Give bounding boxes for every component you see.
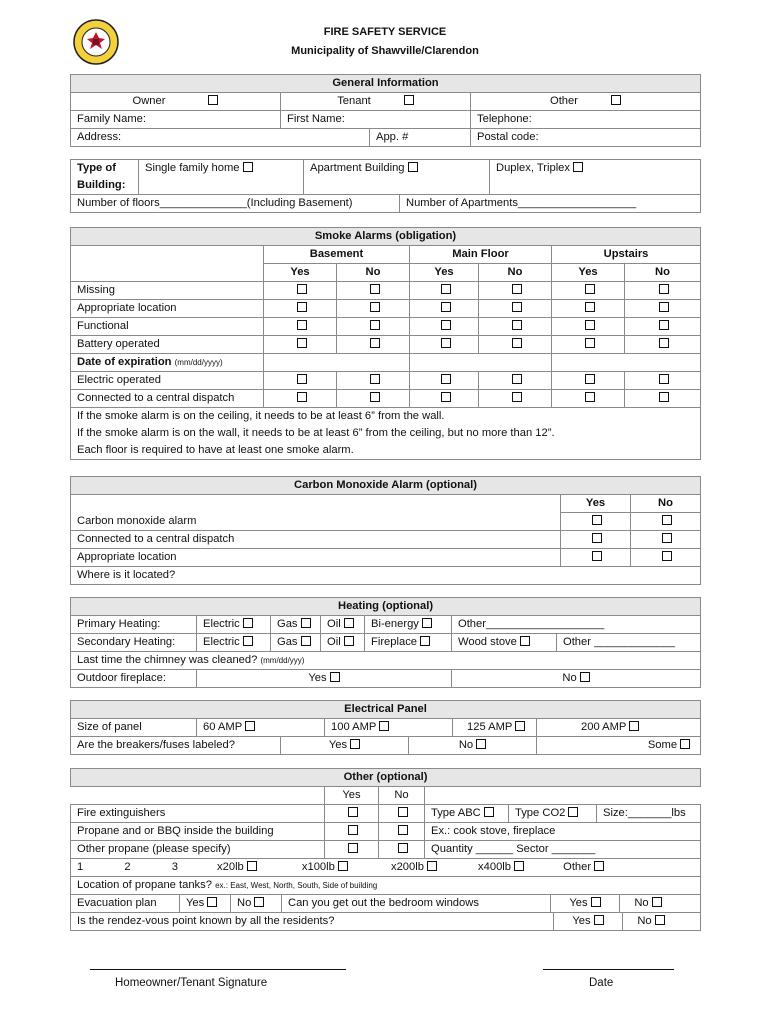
checkbox[interactable] [370, 338, 380, 348]
smoke-row-label: Battery operated [71, 336, 264, 354]
breakers-yes-checkbox[interactable] [350, 739, 360, 749]
checkbox[interactable] [512, 284, 522, 294]
co-row [71, 513, 701, 531]
extinguishers-yes[interactable] [325, 805, 379, 823]
smoke-no-header: No [337, 264, 410, 282]
checkbox[interactable] [585, 338, 595, 348]
checkbox[interactable] [441, 338, 451, 348]
smoke-row [71, 372, 701, 390]
x200lb-checkbox[interactable] [427, 861, 437, 871]
extinguisher-size-field[interactable]: Size:_______lbs [597, 805, 701, 823]
co-row [71, 531, 701, 549]
smoke-check-cell[interactable] [479, 390, 552, 408]
propane-inside-label: Propane and or BBQ inside the building [71, 823, 325, 841]
checkbox[interactable] [441, 284, 451, 294]
extinguishers-no-checkbox[interactable] [398, 807, 408, 817]
checkbox[interactable] [659, 374, 669, 384]
signature-line[interactable] [90, 969, 346, 970]
other-tank-checkbox[interactable] [594, 861, 604, 871]
checkbox[interactable] [659, 338, 669, 348]
smoke-check-cell[interactable] [264, 372, 337, 390]
count-2[interactable]: 2 [124, 861, 131, 873]
smoke-check-cell[interactable] [479, 318, 552, 336]
primary-gas-checkbox[interactable] [301, 618, 311, 628]
checkbox[interactable] [441, 374, 451, 384]
co-yes-header: Yes [561, 495, 631, 513]
other-checkbox[interactable] [611, 95, 621, 105]
smoke-check-cell[interactable] [479, 372, 552, 390]
postal-code-field[interactable]: Postal code: [471, 129, 701, 147]
type-abc[interactable]: Type ABC [425, 805, 509, 823]
secondary-oil-checkbox[interactable] [344, 636, 354, 646]
extinguishers-yes-checkbox[interactable] [348, 807, 358, 817]
apartment-checkbox[interactable] [408, 162, 418, 172]
smoke-alarms-table [70, 227, 701, 460]
checkbox[interactable] [659, 392, 669, 402]
secondary-woodstove-checkbox[interactable] [520, 636, 530, 646]
secondary-oil[interactable]: Oil [321, 634, 365, 652]
checkbox[interactable] [297, 320, 307, 330]
checkbox[interactable] [512, 338, 522, 348]
smoke-check-cell[interactable] [479, 282, 552, 300]
extinguishers-no[interactable] [379, 805, 425, 823]
secondary-heating-label: Secondary Heating: [71, 634, 197, 652]
bedroom-yes-checkbox[interactable] [591, 897, 601, 907]
other-table [70, 768, 701, 931]
checkbox[interactable] [592, 551, 602, 561]
checkbox[interactable] [512, 302, 522, 312]
checkbox[interactable] [592, 533, 602, 543]
secondary-woodstove[interactable]: Wood stove [452, 634, 557, 652]
evac-row [71, 895, 701, 913]
smoke-alarms-heading: Smoke Alarms (obligation) [71, 228, 701, 246]
co-where-located[interactable]: Where is it located? [71, 567, 701, 585]
smoke-check-cell[interactable] [552, 372, 625, 390]
co-check-cell[interactable] [631, 531, 701, 549]
co-check-cell[interactable] [631, 513, 701, 531]
bedroom-no-checkbox[interactable] [652, 897, 662, 907]
primary-oil[interactable]: Oil [321, 616, 365, 634]
checkbox[interactable] [512, 374, 522, 384]
other-propane-yes[interactable] [325, 841, 379, 859]
amp-60[interactable]: 60 AMP [197, 719, 325, 737]
smoke-no-header: No [479, 264, 552, 282]
duplex-option[interactable]: Duplex, Triplex [490, 160, 701, 195]
propane-example: Ex.: cook stove, fireplace [425, 823, 701, 841]
level-main-floor: Main Floor [410, 246, 552, 264]
checkbox[interactable] [585, 374, 595, 384]
evac-plan-label: Evacuation plan [71, 895, 180, 912]
checkbox[interactable] [592, 515, 602, 525]
checkbox[interactable] [370, 320, 380, 330]
smoke-check-cell[interactable] [337, 372, 410, 390]
checkbox[interactable] [370, 392, 380, 402]
bedroom-windows-label: Can you get out the bedroom windows [282, 895, 551, 912]
smoke-row-label: Functional [71, 318, 264, 336]
rendezvous-yes-checkbox[interactable] [594, 915, 604, 925]
level-basement: Basement [264, 246, 410, 264]
bedroom-yes[interactable]: Yes [551, 895, 620, 912]
smoke-check-cell[interactable] [552, 300, 625, 318]
checkbox[interactable] [662, 515, 672, 525]
propane-inside-no-checkbox[interactable] [398, 825, 408, 835]
smoke-check-cell[interactable] [264, 318, 337, 336]
smoke-check-cell[interactable] [625, 318, 701, 336]
checkbox[interactable] [441, 392, 451, 402]
secondary-fireplace-checkbox[interactable] [420, 636, 430, 646]
smoke-row-label: Missing [71, 282, 264, 300]
smoke-check-cell[interactable] [264, 300, 337, 318]
rendezvous-no-checkbox[interactable] [655, 915, 665, 925]
smoke-check-cell[interactable] [552, 318, 625, 336]
checkbox[interactable] [297, 374, 307, 384]
smoke-check-cell[interactable] [337, 390, 410, 408]
secondary-fireplace[interactable]: Fireplace [365, 634, 452, 652]
smoke-check-cell[interactable] [410, 318, 479, 336]
propane-count-row: 1 2 3 x20lb x100lb x200lb x400lb Other [71, 859, 701, 877]
smoke-check-cell[interactable] [337, 282, 410, 300]
checkbox[interactable] [370, 374, 380, 384]
propane-inside-yes-checkbox[interactable] [348, 825, 358, 835]
co-alarm-heading: Carbon Monoxide Alarm (optional) [71, 477, 701, 495]
electrical-table [70, 700, 701, 755]
smoke-check-cell[interactable] [410, 282, 479, 300]
checkbox[interactable] [585, 320, 595, 330]
checkbox[interactable] [297, 392, 307, 402]
number-of-floors-field[interactable]: Number of floors______________(Including Basement) [71, 195, 400, 213]
smoke-check-cell[interactable] [410, 336, 479, 354]
expiration-main-floor[interactable] [410, 354, 552, 372]
level-upstairs: Upstairs [552, 246, 701, 264]
checkbox[interactable] [662, 551, 672, 561]
co-corner [71, 495, 561, 513]
co-row-label: Carbon monoxide alarm [71, 513, 561, 531]
checkbox[interactable] [512, 320, 522, 330]
telephone-field[interactable]: Telephone: [471, 111, 701, 129]
type-of-building-label: Type of Building: [71, 160, 139, 195]
fire-extinguishers-label: Fire extinguishers [71, 805, 325, 823]
co-check-cell[interactable] [561, 549, 631, 567]
chimney-cleaned-field[interactable]: Last time the chimney was cleaned? (mm/dd/yyy) [71, 652, 701, 670]
breakers-no[interactable]: No [409, 737, 537, 755]
checkbox[interactable] [441, 320, 451, 330]
amp-60-checkbox[interactable] [245, 721, 255, 731]
x400lb-checkbox[interactable] [514, 861, 524, 871]
co-row [71, 549, 701, 567]
primary-oil-checkbox[interactable] [344, 618, 354, 628]
checkbox[interactable] [297, 284, 307, 294]
amp-125[interactable]: 125 AMP [453, 719, 537, 737]
smoke-check-cell[interactable] [479, 300, 552, 318]
smoke-note-1: If the smoke alarm is on the ceiling, it needs to be at least 6” from the wall. [71, 408, 701, 426]
primary-electric[interactable]: Electric [197, 616, 271, 634]
smoke-check-cell[interactable] [264, 390, 337, 408]
general-info-table [70, 74, 701, 147]
smoke-row [71, 318, 701, 336]
x100lb-checkbox[interactable] [338, 861, 348, 871]
propane-inside-yes[interactable] [325, 823, 379, 841]
smoke-check-cell[interactable] [625, 372, 701, 390]
heating-heading: Heating (optional) [71, 598, 701, 616]
smoke-row [71, 282, 701, 300]
rendezvous-yes[interactable]: Yes [554, 913, 623, 930]
outdoor-yes-checkbox[interactable] [330, 672, 340, 682]
smoke-check-cell[interactable] [552, 390, 625, 408]
breakers-some-checkbox[interactable] [680, 739, 690, 749]
breakers-labeled-label: Are the breakers/fuses labeled? [71, 737, 281, 755]
smoke-check-cell[interactable] [552, 336, 625, 354]
first-name-field[interactable]: First Name: [281, 111, 471, 129]
evac-yes[interactable]: Yes [180, 895, 231, 912]
checkbox[interactable] [659, 302, 669, 312]
owner-checkbox[interactable] [208, 95, 218, 105]
secondary-electric[interactable]: Electric [197, 634, 271, 652]
co-check-cell[interactable] [631, 549, 701, 567]
rendezvous-row [71, 913, 701, 931]
date-line[interactable] [543, 969, 674, 970]
primary-bienergy[interactable]: Bi-energy [365, 616, 452, 634]
breakers-yes[interactable]: Yes [281, 737, 409, 755]
amp-100-checkbox[interactable] [379, 721, 389, 731]
co-check-cell[interactable] [561, 513, 631, 531]
amp-200-checkbox[interactable] [629, 721, 639, 731]
single-family-checkbox[interactable] [243, 162, 253, 172]
bedroom-no[interactable]: No [620, 895, 676, 912]
other-propane-no[interactable] [379, 841, 425, 859]
type-abc-checkbox[interactable] [484, 807, 494, 817]
secondary-other-field[interactable]: Other _____________ [557, 634, 701, 652]
evac-no[interactable]: No [231, 895, 282, 912]
smoke-row [71, 300, 701, 318]
primary-bienergy-checkbox[interactable] [422, 618, 432, 628]
checkbox[interactable] [370, 284, 380, 294]
smoke-check-cell[interactable] [410, 372, 479, 390]
other-heading: Other (optional) [71, 769, 701, 787]
smoke-row [71, 336, 701, 354]
co-no-header: No [631, 495, 701, 513]
other-corner [71, 787, 325, 805]
smoke-row [71, 390, 701, 408]
primary-heating-label: Primary Heating: [71, 616, 197, 634]
other-propane-label: Other propane (please specify) [71, 841, 325, 859]
outdoor-yes[interactable]: Yes [197, 670, 452, 688]
evac-no-checkbox[interactable] [254, 897, 264, 907]
building-table [70, 159, 701, 213]
rendezvous-no[interactable]: No [623, 913, 679, 930]
checkbox[interactable] [659, 320, 669, 330]
smoke-yes-header: Yes [264, 264, 337, 282]
other-blank [425, 787, 701, 805]
number-of-apartments-field[interactable]: Number of Apartments___________________ [400, 195, 701, 213]
count-3[interactable]: 3 [171, 861, 178, 873]
form-subtitle: Municipality of Shawville/Clarendon [291, 45, 479, 57]
co-alarm-table [70, 476, 701, 585]
smoke-note-2: If the smoke alarm is on the wall, it needs to be at least 6” from the ceiling, but no more than 12”. [71, 425, 701, 442]
rendezvous-label: Is the rendez-vous point known by all the residents? [71, 913, 554, 930]
heating-table [70, 597, 701, 688]
expiration-basement[interactable] [264, 354, 410, 372]
secondary-electric-checkbox[interactable] [243, 636, 253, 646]
smoke-row-label: Electric operated [71, 372, 264, 390]
checkbox[interactable] [512, 392, 522, 402]
type-co2[interactable]: Type CO2 [509, 805, 597, 823]
smoke-corner [71, 246, 264, 282]
smoke-check-cell[interactable] [264, 336, 337, 354]
checkbox[interactable] [297, 338, 307, 348]
smoke-check-cell[interactable] [625, 336, 701, 354]
count-1[interactable]: 1 [77, 861, 84, 873]
propane-inside-no[interactable] [379, 823, 425, 841]
smoke-check-cell[interactable] [552, 282, 625, 300]
co-check-cell[interactable] [561, 531, 631, 549]
evac-yes-checkbox[interactable] [207, 897, 217, 907]
outdoor-no-checkbox[interactable] [580, 672, 590, 682]
checkbox[interactable] [585, 302, 595, 312]
date-of-expiration-label: Date of expiration (mm/dd/yyyy) [71, 354, 264, 372]
smoke-check-cell[interactable] [479, 336, 552, 354]
smoke-check-cell[interactable] [264, 282, 337, 300]
other-yes-header: Yes [325, 787, 379, 805]
primary-other-field[interactable]: Other___________________ [452, 616, 701, 634]
expiration-upstairs[interactable] [552, 354, 701, 372]
duplex-checkbox[interactable] [573, 162, 583, 172]
apartment-option[interactable]: Apartment Building [304, 160, 490, 195]
other-option[interactable]: Other [471, 93, 701, 111]
outdoor-fireplace-label: Outdoor fireplace: [71, 670, 197, 688]
smoke-check-cell[interactable] [337, 300, 410, 318]
secondary-gas[interactable]: Gas [271, 634, 321, 652]
amp-100[interactable]: 100 AMP [325, 719, 453, 737]
panel-size-label: Size of panel [71, 719, 197, 737]
other-no-header: No [379, 787, 425, 805]
type-co2-checkbox[interactable] [568, 807, 578, 817]
other-propane-yes-checkbox[interactable] [348, 843, 358, 853]
smoke-check-cell[interactable] [410, 390, 479, 408]
breakers-no-checkbox[interactable] [476, 739, 486, 749]
single-family-option[interactable]: Single family home [139, 160, 304, 195]
secondary-gas-checkbox[interactable] [301, 636, 311, 646]
co-row-label: Appropriate location [71, 549, 561, 567]
electrical-heading: Electrical Panel [71, 701, 701, 719]
smoke-check-cell[interactable] [625, 282, 701, 300]
homeowner-signature-label: Homeowner/Tenant Signature [115, 977, 268, 989]
smoke-note-3: Each floor is required to have at least one smoke alarm. [71, 442, 701, 460]
other-propane-no-checkbox[interactable] [398, 843, 408, 853]
form-title: FIRE SAFETY SERVICE [323, 26, 447, 38]
smoke-check-cell[interactable] [410, 300, 479, 318]
date-label: Date [589, 977, 614, 989]
checkbox[interactable] [370, 302, 380, 312]
smoke-yes-header: Yes [552, 264, 625, 282]
smoke-check-cell[interactable] [337, 318, 410, 336]
general-info-heading: General Information [71, 75, 701, 93]
smoke-check-cell[interactable] [625, 300, 701, 318]
owner-option[interactable]: Owner [71, 93, 281, 111]
smoke-check-cell[interactable] [337, 336, 410, 354]
outdoor-no[interactable]: No [452, 670, 701, 688]
checkbox[interactable] [441, 302, 451, 312]
smoke-yes-header: Yes [410, 264, 479, 282]
breakers-some[interactable]: Some [537, 737, 701, 755]
app-field[interactable]: App. # [370, 129, 471, 147]
address-field[interactable]: Address: [71, 129, 370, 147]
quantity-sector-field[interactable]: Quantity ______ Sector _______ [425, 841, 701, 859]
family-name-field[interactable]: Family Name: [71, 111, 281, 129]
smoke-row-label: Appropriate location [71, 300, 264, 318]
smoke-no-header: No [625, 264, 701, 282]
checkbox[interactable] [585, 284, 595, 294]
x20lb-checkbox[interactable] [247, 861, 257, 871]
propane-location-field[interactable]: Location of propane tanks? ex.: East, West, North, South, Side of building [71, 877, 701, 895]
checkbox[interactable] [662, 533, 672, 543]
smoke-row-label: Connected to a central dispatch [71, 390, 264, 408]
tenant-checkbox[interactable] [404, 95, 414, 105]
amp-125-checkbox[interactable] [515, 721, 525, 731]
co-row-label: Connected to a central dispatch [71, 531, 561, 549]
amp-200[interactable]: 200 AMP [537, 719, 701, 737]
primary-gas[interactable]: Gas [271, 616, 321, 634]
checkbox[interactable] [585, 392, 595, 402]
tenant-option[interactable]: Tenant [281, 93, 471, 111]
checkbox[interactable] [659, 284, 669, 294]
primary-electric-checkbox[interactable] [243, 618, 253, 628]
checkbox[interactable] [297, 302, 307, 312]
smoke-check-cell[interactable] [625, 390, 701, 408]
